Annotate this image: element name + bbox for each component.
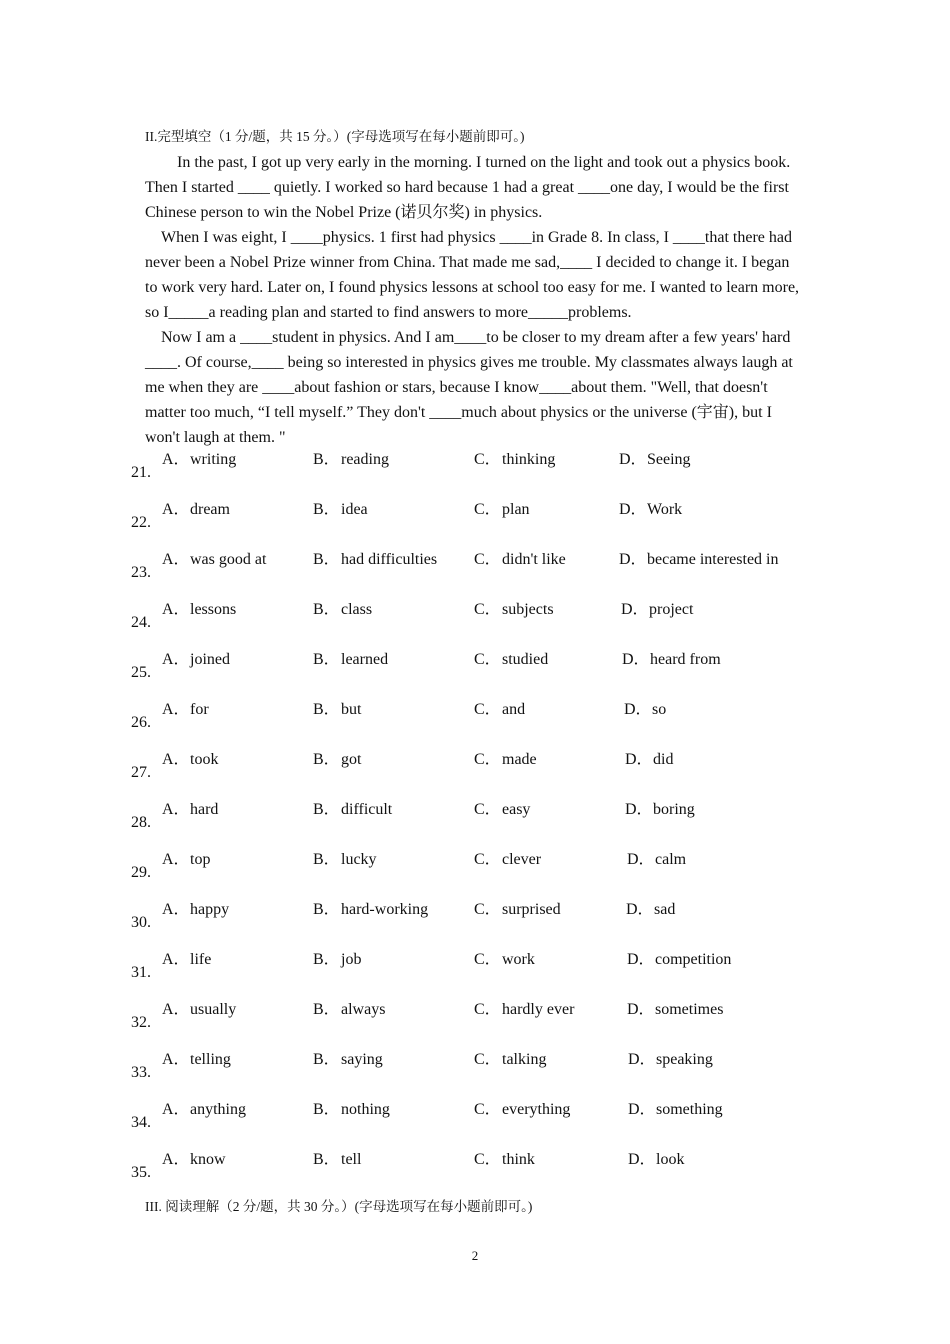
option-text: job: [341, 951, 362, 968]
option-a: [162, 950, 211, 970]
option-text: plan: [502, 501, 530, 518]
option-letter: D．: [628, 1151, 656, 1168]
option-letter: B．: [313, 651, 340, 668]
option-letter: D．: [625, 801, 653, 818]
option-letter: A．: [162, 1001, 190, 1018]
option-letter: A．: [162, 601, 190, 618]
question-number: 28.: [131, 814, 151, 831]
option-letter: D．: [627, 1001, 655, 1018]
option-d: [626, 900, 675, 920]
option-text: top: [190, 851, 211, 868]
option-letter: C．: [474, 951, 501, 968]
question-number: 30.: [131, 914, 151, 931]
option-letter: A．: [162, 551, 190, 568]
option-c: [474, 800, 530, 820]
option-a: [162, 1050, 231, 1070]
option-letter: D．: [619, 551, 647, 568]
option-a: [162, 700, 209, 720]
option-letter: C．: [474, 501, 501, 518]
option-text: sad: [654, 901, 676, 918]
question-number: 25.: [131, 664, 151, 681]
option-c: [474, 1000, 574, 1020]
option-d: [624, 700, 666, 720]
option-text: hard: [190, 801, 219, 818]
question-number: 31.: [131, 964, 151, 981]
question-row: [0, 500, 950, 550]
option-text: talking: [502, 1051, 547, 1068]
page-number: 2: [471, 1248, 479, 1263]
option-text: lessons: [190, 601, 237, 618]
option-d: [619, 550, 779, 570]
option-d: [627, 950, 731, 970]
option-text: know: [190, 1151, 226, 1168]
question-row: [0, 1000, 950, 1050]
option-text: easy: [502, 801, 531, 818]
question-number: 35.: [131, 1164, 151, 1181]
question-row: [0, 750, 950, 800]
option-letter: B．: [313, 801, 340, 818]
option-letter: B．: [313, 951, 340, 968]
option-text: took: [190, 751, 219, 768]
option-a: [162, 600, 236, 620]
question-row: [0, 800, 950, 850]
option-b: [313, 700, 361, 720]
option-letter: C．: [474, 901, 501, 918]
option-b: [313, 500, 368, 520]
option-letter: B．: [313, 1151, 340, 1168]
option-text: Seeing: [647, 451, 691, 468]
option-letter: A．: [162, 901, 190, 918]
option-b: [313, 450, 389, 470]
option-letter: B．: [313, 1101, 340, 1118]
passage-paragraph-3: Now I am a ____student in physics. And I am____to be closer to my dream after a few years' hard ____. Of course,____ being so interested in physics gives me trouble. My classmates always laugh at me when they are ____about fashion or stars, because I know____about them. "Well, that doesn't matter too much, “I tell myself.” They don't ____much about physics or the universe (宇宙), but I won't laugh at them. ": [145, 329, 793, 446]
question-number: 34.: [131, 1114, 151, 1131]
option-text: learned: [341, 651, 389, 668]
option-letter: B．: [313, 451, 340, 468]
option-c: [474, 550, 566, 570]
option-letter: B．: [313, 751, 340, 768]
option-text: competition: [655, 951, 732, 968]
option-letter: C．: [474, 801, 501, 818]
option-text: boring: [653, 801, 695, 818]
option-text: had difficulties: [341, 551, 438, 568]
question-number: 33.: [131, 1064, 151, 1081]
option-letter: C．: [474, 701, 501, 718]
option-a: [162, 450, 236, 470]
option-text: telling: [190, 1051, 231, 1068]
question-row: [0, 700, 950, 750]
cloze-passage: [145, 150, 805, 450]
option-letter: A．: [162, 701, 190, 718]
option-letter: A．: [162, 451, 190, 468]
option-text: lucky: [341, 851, 377, 868]
option-text: always: [341, 1001, 386, 1018]
option-letter: C．: [474, 1051, 501, 1068]
option-text: subjects: [502, 601, 554, 618]
option-letter: A．: [162, 951, 190, 968]
option-d: [628, 1100, 723, 1120]
option-text: usually: [190, 1001, 237, 1018]
option-text: so: [652, 701, 667, 718]
option-letter: D．: [627, 951, 655, 968]
option-text: nothing: [341, 1101, 390, 1118]
option-text: surprised: [502, 901, 561, 918]
option-letter: B．: [313, 501, 340, 518]
option-text: think: [502, 1151, 535, 1168]
option-letter: B．: [313, 1001, 340, 1018]
option-c: [474, 900, 561, 920]
option-letter: C．: [474, 851, 501, 868]
option-b: [313, 1000, 385, 1020]
option-text: dream: [190, 501, 230, 518]
question-number: 24.: [131, 614, 151, 631]
option-d: [621, 600, 693, 620]
option-letter: C．: [474, 601, 501, 618]
option-letter: D．: [619, 451, 647, 468]
option-letter: D．: [627, 851, 655, 868]
option-a: [162, 550, 266, 570]
option-b: [313, 600, 372, 620]
option-letter: B．: [313, 601, 340, 618]
option-letter: C．: [474, 1101, 501, 1118]
question-row: [0, 900, 950, 950]
option-letter: A．: [162, 501, 190, 518]
option-text: and: [502, 701, 526, 718]
option-letter: C．: [474, 1001, 501, 1018]
option-c: [474, 1050, 546, 1070]
question-number: 32.: [131, 1014, 151, 1031]
option-letter: B．: [313, 701, 340, 718]
option-text: hardly ever: [502, 1001, 575, 1018]
option-letter: D．: [628, 1101, 656, 1118]
option-d: [627, 1000, 723, 1020]
question-row: [0, 600, 950, 650]
option-text: sometimes: [655, 1001, 724, 1018]
option-b: [313, 1100, 390, 1120]
option-text: joined: [190, 651, 230, 668]
question-row: [0, 1150, 950, 1200]
question-row: [0, 950, 950, 1000]
option-letter: D．: [624, 701, 652, 718]
option-a: [162, 1100, 246, 1120]
option-letter: C．: [474, 451, 501, 468]
option-d: [625, 800, 695, 820]
option-b: [313, 900, 428, 920]
option-letter: D．: [625, 751, 653, 768]
option-letter: D．: [626, 901, 654, 918]
option-c: [474, 650, 548, 670]
option-c: [474, 950, 535, 970]
option-letter: C．: [474, 651, 501, 668]
option-letter: B．: [313, 1051, 340, 1068]
option-text: project: [649, 601, 694, 618]
option-d: [627, 850, 686, 870]
option-letter: B．: [313, 901, 340, 918]
option-c: [474, 700, 525, 720]
option-text: but: [341, 701, 362, 718]
option-text: speaking: [656, 1051, 713, 1068]
option-d: [628, 1150, 684, 1170]
option-c: [474, 1100, 570, 1120]
option-letter: A．: [162, 801, 190, 818]
option-text: anything: [190, 1101, 246, 1118]
option-letter: A．: [162, 751, 190, 768]
option-letter: C．: [474, 751, 501, 768]
option-text: made: [502, 751, 537, 768]
option-text: did: [653, 751, 674, 768]
option-text: work: [502, 951, 535, 968]
question-number: 26.: [131, 714, 151, 731]
option-letter: A．: [162, 1101, 190, 1118]
option-b: [313, 800, 392, 820]
question-number: 27.: [131, 764, 151, 781]
option-text: calm: [655, 851, 687, 868]
option-text: idea: [341, 501, 368, 518]
option-a: [162, 900, 229, 920]
option-a: [162, 1000, 236, 1020]
question-row: [0, 1050, 950, 1100]
option-b: [313, 1050, 383, 1070]
option-text: for: [190, 701, 209, 718]
option-b: [313, 1150, 361, 1170]
option-b: [313, 750, 361, 770]
option-text: tell: [341, 1151, 362, 1168]
question-row: [0, 1100, 950, 1150]
option-text: something: [656, 1101, 723, 1118]
section-heading-cloze: II.完型填空（1 分/题，共 15 分。）(字母选项写在每小题前即可。): [145, 129, 525, 144]
option-a: [162, 650, 230, 670]
option-text: reading: [341, 451, 389, 468]
passage-paragraph-2: When I was eight, I ____physics. 1 first had physics ____in Grade 8. In class, I ____that there had never been a Nobel Prize winner from China. That made me sad,____ I decided to change it. I began to work very hard. Later on, I found physics lessons at school too easy for me. I wanted to learn more, so I_____a reading plan and started to find answers to more_____problems.: [145, 229, 800, 321]
option-text: writing: [190, 451, 237, 468]
question-row: [0, 650, 950, 700]
option-text: life: [190, 951, 212, 968]
option-text: didn't like: [502, 551, 566, 568]
option-text: everything: [502, 1101, 571, 1118]
option-text: class: [341, 601, 373, 618]
option-a: [162, 500, 230, 520]
option-letter: B．: [313, 551, 340, 568]
option-d: [625, 750, 673, 770]
option-letter: C．: [474, 1151, 501, 1168]
option-letter: D．: [628, 1051, 656, 1068]
option-letter: C．: [474, 551, 501, 568]
option-c: [474, 450, 555, 470]
option-text: thinking: [502, 451, 556, 468]
option-b: [313, 550, 437, 570]
option-b: [313, 650, 388, 670]
question-number: 21.: [131, 464, 151, 481]
option-c: [474, 750, 537, 770]
option-c: [474, 1150, 535, 1170]
option-b: [313, 950, 361, 970]
option-letter: A．: [162, 1051, 190, 1068]
section-heading-reading: III. 阅读理解（2 分/题，共 30 分。）(字母选项写在每小题前即可。): [145, 1199, 533, 1214]
passage-paragraph-1: In the past, I got up very early in the morning. I turned on the light and took out a physics book. Then I started ____ quietly. I worked so hard because 1 had a great ____one day, I would be the first Chinese person to win the Nobel Prize (诺贝尔奖) in physics.: [145, 154, 791, 221]
option-d: [622, 650, 721, 670]
option-a: [162, 1150, 226, 1170]
option-c: [474, 600, 554, 620]
option-a: [162, 850, 210, 870]
option-b: [313, 850, 377, 870]
option-text: Work: [647, 501, 683, 518]
option-letter: B．: [313, 851, 340, 868]
question-number: 22.: [131, 514, 151, 531]
option-text: studied: [502, 651, 549, 668]
question-number: 29.: [131, 864, 151, 881]
option-text: became interested in: [647, 551, 779, 568]
option-text: saying: [341, 1051, 383, 1068]
option-d: [619, 500, 682, 520]
option-letter: D．: [621, 601, 649, 618]
option-d: [619, 450, 691, 470]
option-letter: A．: [162, 651, 190, 668]
question-number: 23.: [131, 564, 151, 581]
question-row: [0, 850, 950, 900]
option-text: clever: [502, 851, 542, 868]
option-letter: D．: [619, 501, 647, 518]
option-text: was good at: [190, 551, 267, 568]
option-text: difficult: [341, 801, 393, 818]
option-a: [162, 750, 218, 770]
option-text: hard-working: [341, 901, 429, 918]
option-text: got: [341, 751, 362, 768]
option-letter: D．: [622, 651, 650, 668]
option-letter: A．: [162, 1151, 190, 1168]
option-c: [474, 850, 541, 870]
option-letter: A．: [162, 851, 190, 868]
option-c: [474, 500, 530, 520]
option-text: look: [656, 1151, 685, 1168]
option-text: heard from: [650, 651, 721, 668]
option-d: [628, 1050, 713, 1070]
question-row: [0, 550, 950, 600]
option-a: [162, 800, 218, 820]
option-text: happy: [190, 901, 230, 918]
question-row: [0, 450, 950, 500]
